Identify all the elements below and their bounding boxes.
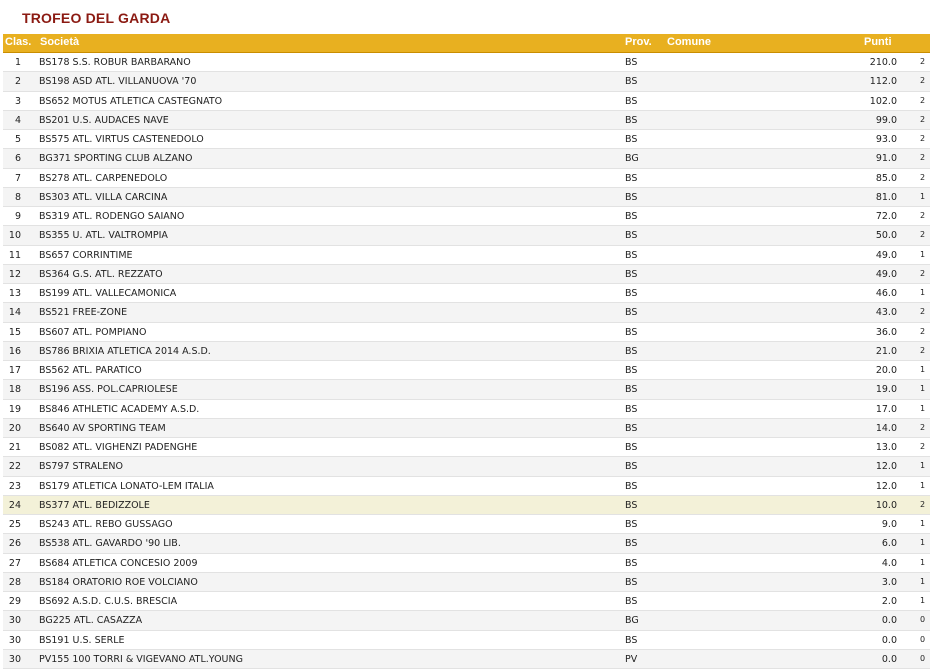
row-punti: 49.0 xyxy=(875,249,897,261)
row-position: 30 xyxy=(8,653,21,665)
row-extra: 2 xyxy=(920,345,926,355)
row-prov: BS xyxy=(625,519,638,530)
row-position: 23 xyxy=(8,480,21,492)
row-punti: 0.0 xyxy=(881,634,897,646)
row-position: 25 xyxy=(8,519,21,530)
row-extra: 2 xyxy=(920,268,926,278)
table-row xyxy=(3,149,930,168)
row-position: 30 xyxy=(8,615,21,627)
row-prov: BS xyxy=(625,596,638,607)
row-position: 6 xyxy=(14,153,21,165)
row-societa: BS179 ATLETICA LONATO-LEM ITALIA xyxy=(39,480,214,492)
row-punti: 50.0 xyxy=(875,230,897,242)
row-position: 10 xyxy=(8,230,21,242)
header-clas: Clas. xyxy=(5,36,32,48)
row-position: 2 xyxy=(14,76,21,88)
row-prov: BS xyxy=(625,191,638,203)
row-prov: BS xyxy=(625,557,638,569)
header-comune: Comune xyxy=(667,36,711,48)
table-row xyxy=(3,265,930,284)
row-punti: 102.0 xyxy=(869,95,897,107)
row-societa: BS652 MOTUS ATLETICA CASTEGNATO xyxy=(39,95,223,107)
table-row xyxy=(3,53,930,72)
row-societa: BS538 ATL. GAVARDO '90 LIB. xyxy=(39,538,181,550)
row-prov: BS xyxy=(625,480,638,492)
row-societa: BS199 ATL. VALLECAMONICA xyxy=(39,288,177,299)
row-extra: 2 xyxy=(920,307,926,317)
row-position: 18 xyxy=(8,384,21,396)
row-punti: 81.0 xyxy=(875,191,897,203)
row-extra: 2 xyxy=(920,499,926,509)
row-punti: 10.0 xyxy=(875,499,897,511)
table-row xyxy=(3,515,930,534)
row-extra: 1 xyxy=(920,519,926,528)
row-punti: 99.0 xyxy=(875,114,897,126)
table-row xyxy=(3,207,930,226)
row-extra: 2 xyxy=(920,172,926,182)
table-row xyxy=(3,554,930,573)
table-row xyxy=(3,169,930,188)
row-punti: 12.0 xyxy=(875,461,897,473)
row-societa: PV155 100 TORRI & VIGEVANO ATL.YOUNG xyxy=(39,653,243,665)
row-societa: BS657 CORRINTIME xyxy=(39,249,133,261)
row-societa: BS243 ATL. REBO GUSSAGO xyxy=(39,519,173,530)
row-prov: BG xyxy=(625,153,639,165)
row-prov: BS xyxy=(625,268,638,280)
row-prov: BS xyxy=(625,326,638,338)
row-position: 29 xyxy=(8,596,21,607)
page-title: TROFEO DEL GARDA xyxy=(22,10,171,26)
table-row xyxy=(3,130,930,149)
row-societa: BG225 ATL. CASAZZA xyxy=(39,615,143,627)
table-row xyxy=(3,650,930,669)
row-position: 1 xyxy=(14,57,21,68)
row-position: 8 xyxy=(14,191,21,203)
row-position: 21 xyxy=(8,442,21,453)
row-extra: 2 xyxy=(920,422,926,432)
row-societa: BS178 S.S. ROBUR BARBARANO xyxy=(39,57,191,68)
table-row xyxy=(3,92,930,111)
row-extra: 2 xyxy=(920,76,926,86)
row-societa: BS786 BRIXIA ATLETICA 2014 A.S.D. xyxy=(39,345,211,357)
row-extra: 2 xyxy=(920,230,926,240)
row-extra: 1 xyxy=(920,403,926,413)
table-row xyxy=(3,380,930,399)
table-row xyxy=(3,323,930,342)
row-position: 28 xyxy=(8,576,21,588)
row-punti: 19.0 xyxy=(875,384,897,396)
row-societa: BS575 ATL. VIRTUS CASTENEDOLO xyxy=(39,134,204,145)
row-prov: BS xyxy=(625,249,638,261)
row-prov: BS xyxy=(625,442,638,453)
row-punti: 6.0 xyxy=(881,538,897,550)
row-prov: BS xyxy=(625,499,638,511)
table-row xyxy=(3,361,930,380)
row-prov: BS xyxy=(625,172,638,184)
row-punti: 20.0 xyxy=(875,365,897,376)
row-extra: 2 xyxy=(920,326,926,336)
row-extra: 0 xyxy=(920,615,926,625)
header-punti: Punti xyxy=(864,36,892,48)
row-extra: 0 xyxy=(920,634,926,644)
row-extra: 2 xyxy=(920,57,926,66)
row-punti: 17.0 xyxy=(875,403,897,415)
row-extra: 1 xyxy=(920,538,926,548)
row-societa: BS846 ATHLETIC ACADEMY A.S.D. xyxy=(39,403,200,415)
row-punti: 2.0 xyxy=(881,596,897,607)
row-extra: 1 xyxy=(920,596,926,605)
table-row xyxy=(3,496,930,515)
row-extra: 1 xyxy=(920,480,926,490)
standings-table xyxy=(3,34,930,669)
row-prov: BS xyxy=(625,307,638,319)
table-row xyxy=(3,419,930,438)
row-prov: BS xyxy=(625,422,638,434)
row-societa: BS355 U. ATL. VALTROMPIA xyxy=(39,230,168,242)
row-prov: BS xyxy=(625,57,638,68)
row-extra: 1 xyxy=(920,461,926,471)
row-prov: BS xyxy=(625,114,638,126)
row-position: 15 xyxy=(8,326,21,338)
row-extra: 2 xyxy=(920,442,926,451)
row-societa: BG371 SPORTING CLUB ALZANO xyxy=(39,153,193,165)
row-punti: 85.0 xyxy=(875,172,897,184)
row-punti: 93.0 xyxy=(875,134,897,145)
row-societa: BS201 U.S. AUDACES NAVE xyxy=(39,114,169,126)
row-societa: BS198 ASD ATL. VILLANUOVA '70 xyxy=(39,76,197,88)
row-punti: 21.0 xyxy=(875,345,897,357)
table-row xyxy=(3,342,930,361)
row-prov: BS xyxy=(625,365,638,376)
row-position: 19 xyxy=(8,403,21,415)
row-prov: BS xyxy=(625,576,638,588)
row-position: 13 xyxy=(8,288,21,299)
row-punti: 46.0 xyxy=(875,288,897,299)
row-societa: BS640 AV SPORTING TEAM xyxy=(39,422,166,434)
row-prov: PV xyxy=(625,653,638,665)
row-punti: 12.0 xyxy=(875,480,897,492)
row-extra: 1 xyxy=(920,576,926,586)
row-societa: BS684 ATLETICA CONCESIO 2009 xyxy=(39,557,198,569)
row-extra: 0 xyxy=(920,653,926,663)
row-punti: 91.0 xyxy=(875,153,897,165)
row-position: 26 xyxy=(8,538,21,550)
row-position: 16 xyxy=(8,345,21,357)
row-societa: BS562 ATL. PARATICO xyxy=(39,365,142,376)
row-punti: 9.0 xyxy=(881,519,897,530)
row-extra: 1 xyxy=(920,249,926,259)
row-position: 20 xyxy=(8,422,21,434)
table-row xyxy=(3,534,930,553)
row-position: 12 xyxy=(8,268,21,280)
row-punti: 36.0 xyxy=(875,326,897,338)
row-societa: BS184 ORATORIO ROE VOLCIANO xyxy=(39,576,198,588)
row-punti: 72.0 xyxy=(875,211,897,222)
row-extra: 1 xyxy=(920,384,926,394)
row-punti: 13.0 xyxy=(875,442,897,453)
row-prov: BS xyxy=(625,634,638,646)
row-prov: BS xyxy=(625,538,638,550)
row-societa: BS521 FREE-ZONE xyxy=(39,307,128,319)
row-societa: BS191 U.S. SERLE xyxy=(39,634,125,646)
table-row xyxy=(3,400,930,419)
row-prov: BG xyxy=(625,615,639,627)
row-societa: BS196 ASS. POL.CAPRIOLESE xyxy=(39,384,178,396)
row-position: 22 xyxy=(8,461,21,473)
row-societa: BS692 A.S.D. C.U.S. BRESCIA xyxy=(39,596,178,607)
row-prov: BS xyxy=(625,211,638,222)
row-position: 4 xyxy=(14,114,21,126)
table-row xyxy=(3,111,930,130)
row-extra: 2 xyxy=(920,114,926,124)
table-row xyxy=(3,438,930,457)
row-prov: BS xyxy=(625,403,638,415)
table-row xyxy=(3,188,930,207)
table-row xyxy=(3,477,930,496)
row-punti: 4.0 xyxy=(881,557,897,569)
row-extra: 2 xyxy=(920,134,926,143)
row-extra: 1 xyxy=(920,191,926,201)
row-prov: BS xyxy=(625,95,638,107)
row-prov: BS xyxy=(625,134,638,145)
row-societa: BS082 ATL. VIGHENZI PADENGHE xyxy=(39,442,198,453)
row-position: 11 xyxy=(8,249,21,261)
row-position: 17 xyxy=(8,365,21,376)
row-punti: 14.0 xyxy=(875,422,897,434)
row-societa: BS303 ATL. VILLA CARCINA xyxy=(39,191,168,203)
row-extra: 1 xyxy=(920,365,926,374)
row-position: 5 xyxy=(14,134,21,145)
row-position: 3 xyxy=(14,95,21,107)
table-body xyxy=(3,53,930,669)
row-extra: 1 xyxy=(920,288,926,297)
table-row xyxy=(3,592,930,611)
row-prov: BS xyxy=(625,461,638,473)
row-extra: 2 xyxy=(920,211,926,220)
row-prov: BS xyxy=(625,288,638,299)
row-extra: 2 xyxy=(920,153,926,163)
row-punti: 49.0 xyxy=(875,268,897,280)
row-societa: BS278 ATL. CARPENEDOLO xyxy=(39,172,168,184)
row-extra: 1 xyxy=(920,557,926,567)
table-row xyxy=(3,611,930,630)
table-row xyxy=(3,246,930,265)
row-position: 27 xyxy=(8,557,21,569)
row-position: 7 xyxy=(14,172,21,184)
row-punti: 210.0 xyxy=(869,57,897,68)
row-punti: 0.0 xyxy=(881,653,897,665)
row-punti: 3.0 xyxy=(881,576,897,588)
table-row xyxy=(3,284,930,303)
row-position: 30 xyxy=(8,634,21,646)
table-header xyxy=(3,34,930,53)
row-prov: BS xyxy=(625,345,638,357)
table-row xyxy=(3,631,930,650)
row-punti: 0.0 xyxy=(881,615,897,627)
row-position: 14 xyxy=(8,307,21,319)
row-extra: 2 xyxy=(920,95,926,105)
row-position: 9 xyxy=(14,211,21,222)
row-societa: BS797 STRALENO xyxy=(39,461,123,473)
row-prov: BS xyxy=(625,384,638,396)
row-prov: BS xyxy=(625,230,638,242)
header-societa: Società xyxy=(40,36,80,48)
row-societa: BS319 ATL. RODENGO SAIANO xyxy=(39,211,185,222)
row-societa: BS607 ATL. POMPIANO xyxy=(39,326,147,338)
table-row xyxy=(3,303,930,322)
row-societa: BS377 ATL. BEDIZZOLE xyxy=(39,499,150,511)
row-punti: 43.0 xyxy=(875,307,897,319)
row-prov: BS xyxy=(625,76,638,88)
table-row xyxy=(3,573,930,592)
row-societa: BS364 G.S. ATL. REZZATO xyxy=(39,268,163,280)
row-position: 24 xyxy=(8,499,21,511)
header-prov: Prov. xyxy=(625,36,652,48)
table-row xyxy=(3,72,930,91)
row-punti: 112.0 xyxy=(869,76,897,88)
table-row xyxy=(3,226,930,245)
table-row xyxy=(3,457,930,476)
